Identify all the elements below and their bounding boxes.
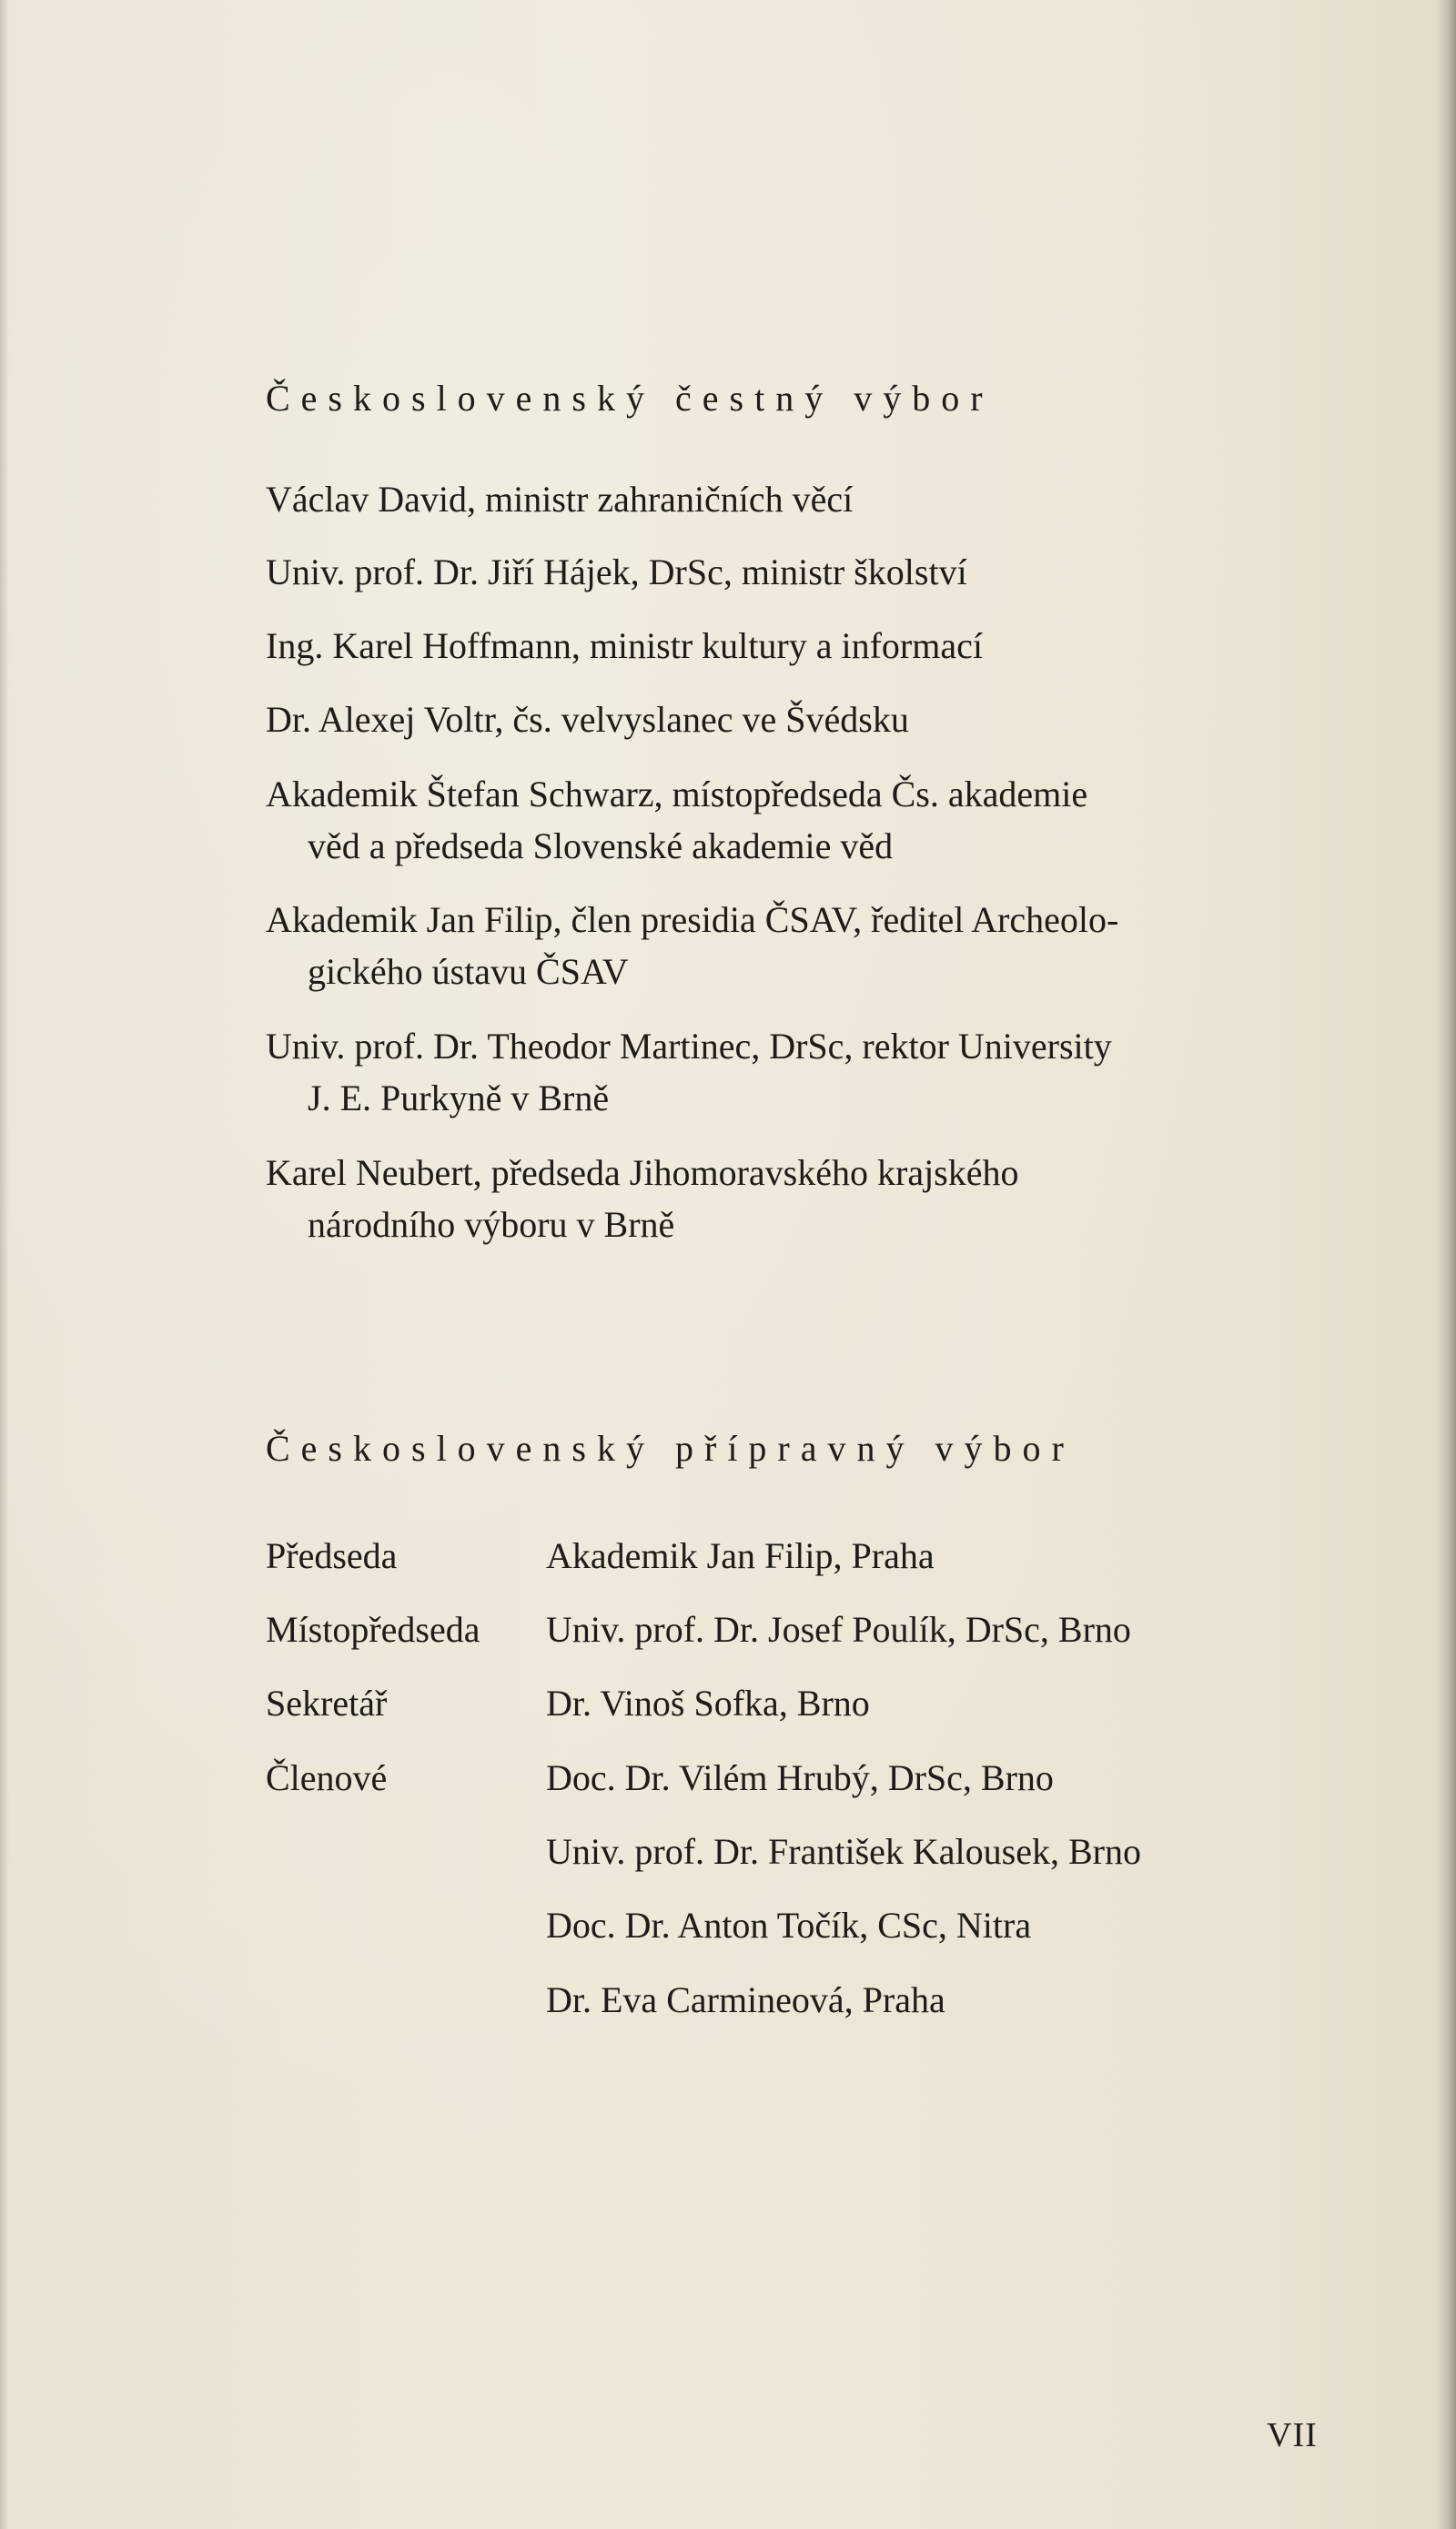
preparatory-committee-heading: Československý přípravný výbor — [266, 1428, 1075, 1469]
entry-line: Univ. prof. Dr. Theodor Martinec, DrSc, rektor University — [266, 1026, 1112, 1067]
entry-line: Univ. prof. Dr. Jiří Hájek, DrSc, ministr školství — [266, 551, 967, 592]
page-left-shadow — [0, 0, 9, 2529]
member-name: Dr. Vinoš Sofka, Brno — [546, 1683, 870, 1724]
entry-line: Ing. Karel Hoffmann, ministr kultury a informací — [266, 625, 983, 666]
honorary-entry — [266, 473, 1340, 525]
honorary-entry — [266, 1147, 1340, 1250]
honorary-entry — [266, 894, 1340, 997]
role-label: Místopředseda — [266, 1609, 480, 1650]
entry-continuation: J. E. Purkyně v Brně — [308, 1077, 610, 1118]
entry-continuation: národního výboru v Brně — [308, 1204, 675, 1245]
honorary-entry — [266, 620, 1340, 672]
page-number: VII — [1267, 2416, 1318, 2454]
member-name: Akademik Jan Filip, Praha — [546, 1535, 935, 1576]
member-name: Univ. prof. Dr. František Kalousek, Brno — [546, 1831, 1141, 1872]
honorary-entry — [266, 1020, 1340, 1124]
role-label: Členové — [266, 1757, 388, 1798]
entry-continuation: věd a předseda Slovenské akademie věd — [308, 825, 894, 866]
entry-line: Dr. Alexej Voltr, čs. velvyslanec ve Švédsku — [266, 699, 909, 740]
honorary-committee-heading: Československý čestný výbor — [266, 378, 994, 419]
entry-line: Akademik Štefan Schwarz, místopředseda Čs. akademie — [266, 774, 1088, 814]
page-right-shadow — [1436, 0, 1456, 2529]
entry-line: Karel Neubert, předseda Jihomoravského krajského — [266, 1152, 1019, 1193]
role-label: Předseda — [266, 1535, 398, 1576]
honorary-entry — [266, 546, 1340, 598]
entry-continuation: gického ústavu ČSAV — [308, 951, 629, 992]
entry-line: Václav David, ministr zahraničních věcí — [266, 479, 854, 520]
member-name: Univ. prof. Dr. Josef Poulík, DrSc, Brno — [546, 1609, 1131, 1650]
role-label: Sekretář — [266, 1683, 388, 1724]
honorary-entry — [266, 768, 1340, 872]
member-name: Doc. Dr. Anton Točík, CSc, Nitra — [546, 1905, 1032, 1946]
member-name: Doc. Dr. Vilém Hrubý, DrSc, Brno — [546, 1757, 1054, 1798]
entry-line: Akademik Jan Filip, člen presidia ČSAV, ředitel Archeolo- — [266, 899, 1119, 940]
member-name: Dr. Eva Carmineová, Praha — [546, 1979, 945, 2020]
honorary-entry — [266, 693, 1340, 745]
